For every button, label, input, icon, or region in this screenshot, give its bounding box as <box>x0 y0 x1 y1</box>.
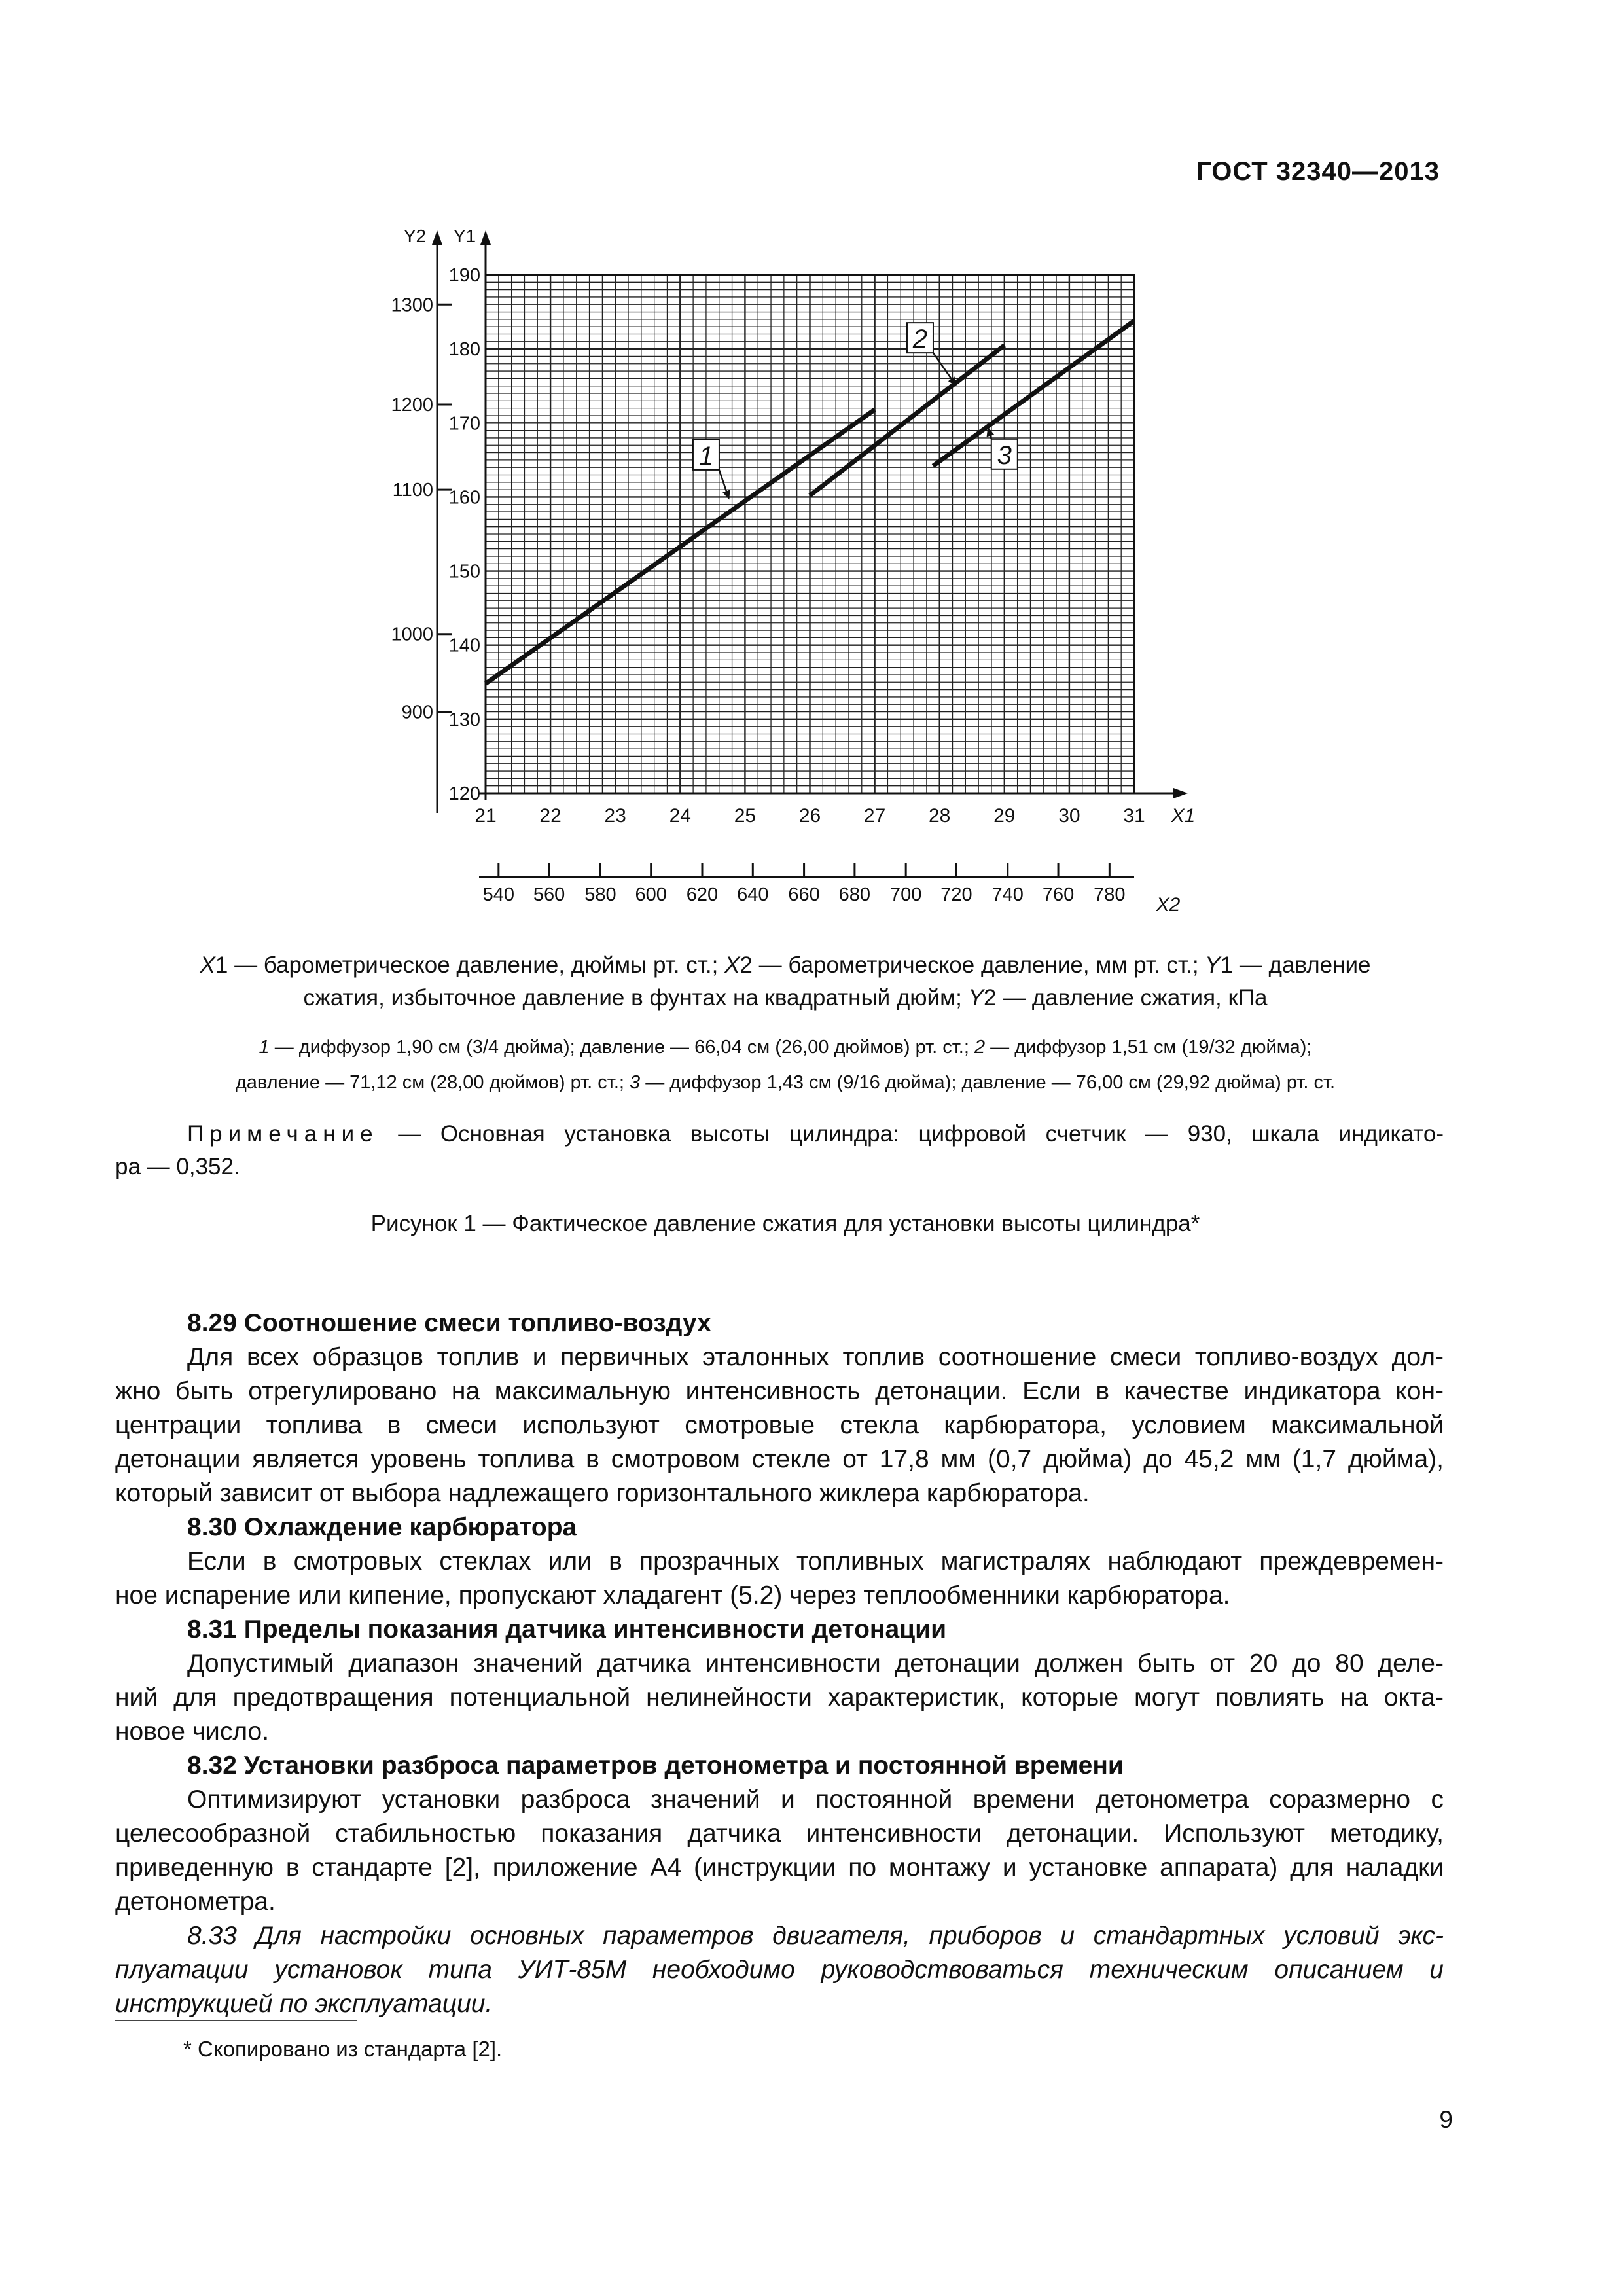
italic-symbol: X <box>200 952 215 978</box>
x1-tick-label: 28 <box>929 805 951 827</box>
x1-axis-arrow <box>1173 788 1188 798</box>
note-text-1: — Основная установка высоты цилиндра: цифровой счетчик — 930, шкала индикато- <box>378 1121 1444 1147</box>
paragraph-line: Допустимый диапазон значений датчика интенсивности детонации должен быть от 20 до 80 деле- <box>187 1649 1444 1677</box>
legend-text: давление — 71,12 см (28,00 дюймов) рт. ст.; <box>235 1072 630 1093</box>
section-title: 8.31 Пределы показания датчика интенсивности детонации <box>187 1615 947 1643</box>
section-8-31 <box>115 1613 1444 1749</box>
italic-symbol: 1 <box>259 1037 270 1058</box>
x1-tick-label: 22 <box>539 805 562 827</box>
y2-tick-label: 1200 <box>391 395 433 416</box>
paragraph-line: новое число. <box>115 1717 270 1746</box>
footnote: * Скопировано из стандарта [2]. <box>183 2037 503 2061</box>
italic-symbol: Y <box>968 985 984 1011</box>
section-title: 8.29 Соотношение смеси топливо-воздух <box>187 1309 711 1337</box>
x1-tick-label: 29 <box>993 805 1016 827</box>
x1-tick-label: 23 <box>604 805 626 827</box>
x1-tick-label: 31 <box>1123 805 1145 827</box>
x2-tick-label: 680 <box>838 884 871 905</box>
paragraph-line: плуатации установок типа УИТ-85М необходимо руководствоваться техническим описанием и <box>115 1956 1444 1984</box>
x2-tick-label: 580 <box>584 884 616 905</box>
x2-tick-label: 620 <box>686 884 719 905</box>
callout-label: 1 <box>698 441 714 471</box>
paragraph-line: который зависит от выбора надлежащего горизонтального жиклера карбюратора. <box>115 1479 1090 1507</box>
x2-tick-label: 740 <box>991 884 1024 905</box>
italic-symbol: X <box>724 952 740 978</box>
paragraph-line: инструкцией по эксплуатации. <box>115 1990 493 2018</box>
section-8-33 <box>115 1919 1444 2021</box>
italic-symbol: Y <box>1205 952 1221 978</box>
paragraph-line <box>115 1919 1444 1953</box>
x1-tick-label: 21 <box>474 805 497 827</box>
x1-axis-title: X1 <box>1171 805 1196 827</box>
note-line-2: ра — 0,352. <box>115 1154 240 1179</box>
legend-text: 2 — давление сжатия, кПа <box>983 985 1268 1011</box>
footnote-divider <box>115 2020 357 2021</box>
callout-arrow <box>719 470 729 499</box>
curve-legend-line-2 <box>118 1068 1453 1097</box>
compression-pressure-chart <box>353 223 1230 916</box>
section-body <box>115 1340 1444 1511</box>
x2-axis-title: X2 <box>1156 894 1181 916</box>
paragraph-line: целесообразной стабильностью показания датчика интенсивности детонации. Используют методику, <box>115 1820 1444 1848</box>
x1-tick-label: 30 <box>1058 805 1080 827</box>
y1-tick-label: 150 <box>448 561 480 583</box>
section-8-29 <box>115 1306 1444 1511</box>
section-body <box>115 1783 1444 1919</box>
y2-axis-title: Y2 <box>403 226 427 246</box>
legend-text: — диффузор 1,43 см (9/16 дюйма); давление — 76,00 см (29,92 дюйма) рт. ст. <box>640 1072 1336 1093</box>
x1-tick-label: 26 <box>798 805 821 827</box>
axis-legend-line-2 <box>131 982 1440 1014</box>
axis-legend-line-1 <box>131 949 1440 982</box>
y2-tick-label: 1000 <box>391 624 433 645</box>
y2-tick-label: 900 <box>401 702 433 723</box>
x2-tick-label: 600 <box>635 884 667 905</box>
legend-text: 2 — барометрическое давление, мм рт. ст.; <box>740 952 1205 978</box>
x1-tick-label: 27 <box>863 805 886 827</box>
y1-tick-label: 170 <box>448 413 480 435</box>
legend-text: — диффузор 1,90 см (3/4 дюйма); давление — 66,04 см (26,00 дюймов) рт. ст.; <box>269 1037 974 1058</box>
page-number: 9 <box>1439 2106 1453 2133</box>
x2-tick-label: 760 <box>1042 884 1075 905</box>
x2-tick-label: 640 <box>737 884 769 905</box>
figure-caption: Рисунок 1 — Фактическое давление сжатия для установки высоты цилиндра* <box>370 1211 1200 1236</box>
paragraph-line: Для всех образцов топлив и первичных эталонных топлив соотношение смеси топливо-воздух дол- <box>187 1343 1444 1371</box>
y1-tick-label: 180 <box>448 339 480 361</box>
y1-axis-title: Y1 <box>453 226 476 246</box>
section-body <box>115 1919 1444 2021</box>
paragraph-line: приведенную в стандарте [2], приложение А4 (инструкции по монтажу и установке аппарата) для наладки <box>115 1854 1444 1882</box>
y2-tick-label: 1100 <box>392 480 433 501</box>
italic-symbol: 2 <box>974 1037 986 1058</box>
section-title: 8.30 Охлаждение карбюратора <box>187 1513 577 1541</box>
section-number: 8.33 <box>187 1922 237 1950</box>
paragraph-line: детонометра. <box>115 1888 276 1916</box>
legend-text: 1 — барометрическое давление, дюймы рт. ст.; <box>215 952 725 978</box>
series-line-2 <box>810 345 1005 495</box>
section-body <box>115 1545 1444 1613</box>
section-8-30 <box>115 1511 1444 1613</box>
x2-tick-label: 540 <box>482 884 515 905</box>
figure-note <box>115 1118 1444 1183</box>
document-header: ГОСТ 32340—2013 <box>1196 157 1440 186</box>
y1-tick-label: 130 <box>448 709 480 730</box>
section-8-32 <box>115 1749 1444 1919</box>
section-italic-text: Для настройки основных параметров двигателя, приборов и стандартных условий экс- <box>236 1922 1444 1950</box>
x2-tick-label: 780 <box>1094 884 1126 905</box>
paragraph-line: Если в смотровых стеклах или в прозрачных топливных магистралях наблюдают преждевремен- <box>187 1547 1444 1575</box>
paragraph-line: Оптимизируют установки разброса значений и постоянной времени детонометра соразмерно с <box>187 1785 1444 1814</box>
y1-tick-label: 140 <box>448 635 480 656</box>
x1-tick-label: 25 <box>734 805 757 827</box>
x2-tick-label: 720 <box>940 884 972 905</box>
y1-tick-label: 190 <box>448 265 480 286</box>
chart-grid <box>486 275 1134 793</box>
italic-symbol: 3 <box>630 1072 641 1093</box>
paragraph-line: центрации топлива в смеси используют смотровые стекла карбюратора, условием максимальной <box>115 1411 1444 1439</box>
section-body <box>115 1647 1444 1749</box>
paragraph-line: жно быть отрегулировано на максимальную интенсивность детонации. Если в качестве индикатора кон- <box>115 1377 1444 1405</box>
x2-tick-label: 560 <box>533 884 565 905</box>
y2-axis-arrow <box>432 230 442 245</box>
legend-text: сжатия, избыточное давление в фунтах на квадратный дюйм; <box>303 985 969 1011</box>
x1-tick-label: 24 <box>669 805 691 827</box>
legend-text: — диффузор 1,51 см (19/32 дюйма); <box>985 1037 1312 1058</box>
paragraph-line: ное испарение или кипение, пропускают хладагент (5.2) через теплообменники карбюратора. <box>115 1581 1230 1609</box>
y1-axis-arrow <box>480 230 491 245</box>
paragraph-line: ний для предотвращения потенциальной нелинейности характеристик, которые могут повлиять на окта- <box>115 1683 1444 1712</box>
paragraph-line: детонации является уровень топлива в смотровом стекле от 17,8 мм (0,7 дюйма) до 45,2 мм (1,7 дюйма), <box>115 1445 1444 1473</box>
x2-tick-label: 700 <box>889 884 922 905</box>
callout-label: 3 <box>997 440 1012 470</box>
x2-tick-label: 660 <box>788 884 820 905</box>
note-line-1 <box>115 1118 1444 1151</box>
note-label: Примечание <box>187 1121 379 1147</box>
y2-tick-label: 1300 <box>391 295 433 316</box>
y1-tick-label: 120 <box>448 783 480 804</box>
curve-legend-line-1 <box>118 1033 1453 1062</box>
section-title: 8.32 Установки разброса параметров детонометра и постоянной времени <box>187 1751 1124 1780</box>
y1-tick-label: 160 <box>448 487 480 509</box>
callout-label: 2 <box>912 325 928 354</box>
legend-text: 1 — давление <box>1220 952 1371 978</box>
